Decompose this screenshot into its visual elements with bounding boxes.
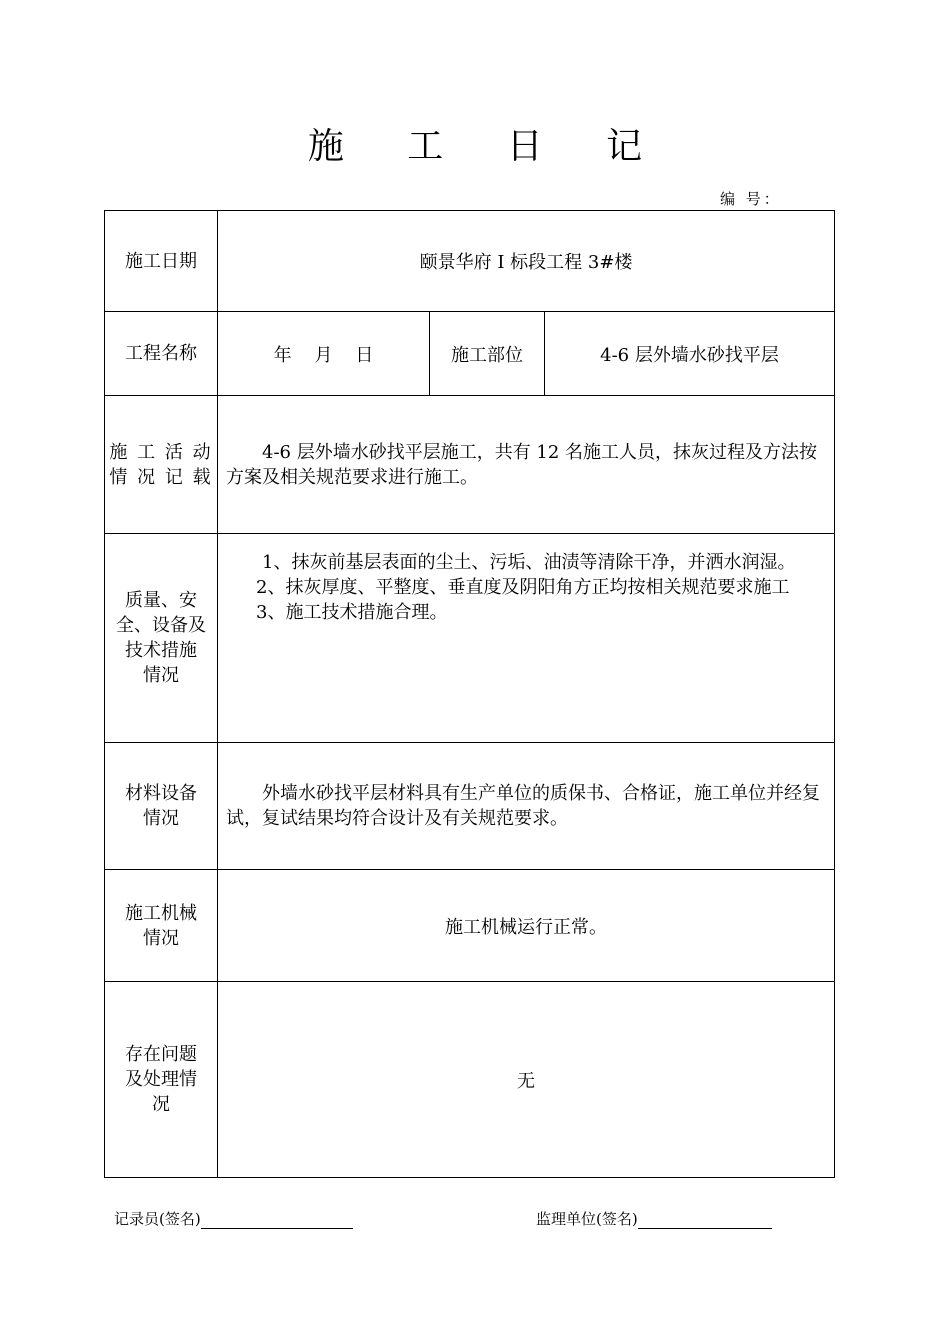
row-problems <box>105 982 835 1178</box>
recorder-signature-line[interactable] <box>201 1212 353 1229</box>
supervisor-signature <box>536 1208 772 1229</box>
label-machinery <box>105 870 218 982</box>
recorder-signature <box>114 1208 353 1229</box>
row-project-name <box>105 312 835 396</box>
problems-text: 无 <box>218 982 835 1178</box>
row-activity <box>105 396 835 534</box>
label-material-line-1: 材料设备 <box>125 783 197 804</box>
label-quality-line-3: 技术措施 <box>125 640 197 661</box>
construction-part-value: 4-6 层外墙水砂找平层 <box>545 312 835 396</box>
label-quality-line-2: 全、设备及 <box>116 615 206 636</box>
label-problems-line-1: 存在问题 <box>125 1044 197 1065</box>
label-problems <box>105 982 218 1178</box>
recorder-label: 记录员(签名) <box>114 1210 201 1228</box>
quality-items <box>218 534 835 743</box>
supervisor-signature-line[interactable] <box>638 1212 772 1229</box>
activity-text: 4-6 层外墙水砂找平层施工，共有 12 名施工人员，抹灰过程及方法按方案及相关规范要求进行施工。 <box>218 396 835 534</box>
label-problems-line-3: 况 <box>152 1094 170 1115</box>
material-text: 外墙水砂找平层材料具有生产单位的质保书、合格证，施工单位并经复试，复试结果均符合设计及有关规范要求。 <box>218 743 835 870</box>
row-machinery <box>105 870 835 982</box>
label-quality-line-4: 情况 <box>143 665 179 686</box>
quality-item-3: 3、施工技术措施合理。 <box>256 602 448 623</box>
quality-item-1: 1、抹灰前基层表面的尘土、污垢、油渍等清除干净，并洒水润湿。 <box>262 552 796 573</box>
quality-item-2: 2、抹灰厚度、平整度、垂直度及阴阳角方正均按相关规范要求施工 <box>256 577 790 598</box>
document-title: 施 工 日 记 <box>307 126 669 167</box>
date-value: 年 月 日 <box>218 312 430 396</box>
construction-diary-table <box>104 210 835 1178</box>
label-construction-date: 施工日期 <box>105 211 218 312</box>
project-name-value: 颐景华府 I 标段工程 3#楼 <box>218 211 835 312</box>
label-construction-part: 施工部位 <box>430 312 545 396</box>
label-activity-line-1: 施 工 活 动 <box>109 441 213 463</box>
row-material <box>105 743 835 870</box>
label-machinery-line-2: 情况 <box>143 927 179 949</box>
label-problems-line-2: 及处理情 <box>125 1069 197 1090</box>
row-construction-date <box>105 211 835 312</box>
serial-number-label: 编 号： <box>720 190 782 208</box>
label-material <box>105 743 218 870</box>
label-activity <box>105 396 218 534</box>
label-material-line-2: 情况 <box>143 808 179 829</box>
label-quality <box>105 534 218 743</box>
label-quality-line-1: 质量、安 <box>125 590 197 611</box>
row-quality <box>105 534 835 743</box>
label-project-name: 工程名称 <box>105 312 218 396</box>
label-machinery-line-1: 施工机械 <box>125 902 197 924</box>
supervisor-label: 监理单位(签名) <box>536 1210 638 1228</box>
label-activity-line-2: 情 况 记 载 <box>109 466 213 488</box>
machinery-text: 施工机械运行正常。 <box>218 870 835 982</box>
